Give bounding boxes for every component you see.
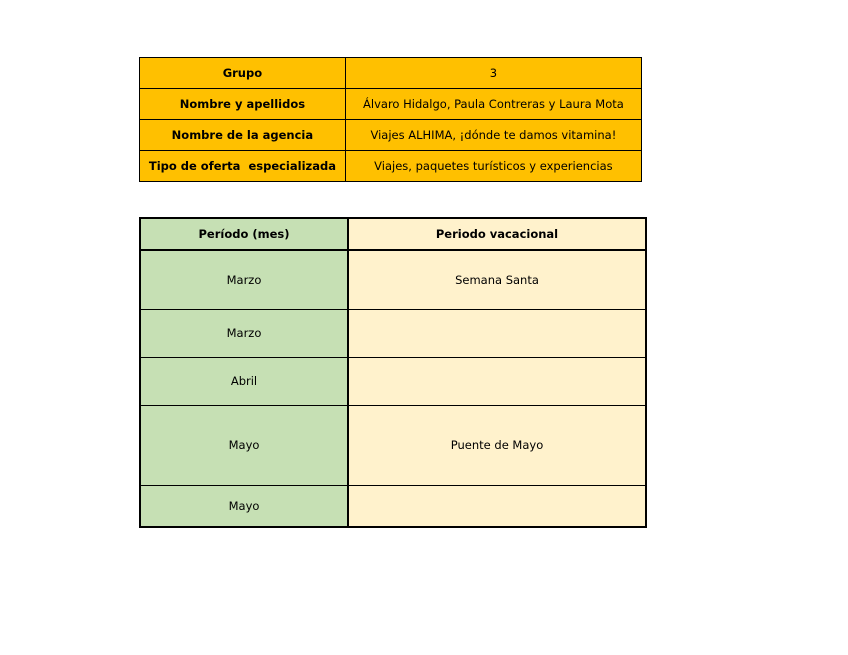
agency-value: Viajes ALHIMA, ¡dónde te damos vitamina! [345, 120, 641, 151]
table-row [140, 357, 646, 405]
period-column-header: Periodo vacacional [348, 218, 646, 250]
table-row [140, 309, 646, 357]
vacation-periods-table [139, 217, 647, 528]
group-value: 3 [345, 58, 641, 89]
offer-type-value: Viajes, paquetes turísticos y experiencias [345, 151, 641, 182]
info-row-offer-type [140, 151, 642, 182]
month-cell: Abril [140, 357, 348, 405]
month-cell: Mayo [140, 485, 348, 527]
month-cell: Marzo [140, 250, 348, 309]
agency-label: Nombre de la agencia [140, 120, 346, 151]
table-row [140, 405, 646, 485]
table-row [140, 485, 646, 527]
month-cell: Marzo [140, 309, 348, 357]
table-row [140, 250, 646, 309]
info-row-group [140, 58, 642, 89]
period-cell [348, 357, 646, 405]
vacation-table-header-row [140, 218, 646, 250]
period-cell: Puente de Mayo [348, 405, 646, 485]
period-cell [348, 485, 646, 527]
period-cell [348, 309, 646, 357]
info-row-names [140, 89, 642, 120]
month-column-header: Período (mes) [140, 218, 348, 250]
month-cell: Mayo [140, 405, 348, 485]
period-cell: Semana Santa [348, 250, 646, 309]
names-value: Álvaro Hidalgo, Paula Contreras y Laura Mota [345, 89, 641, 120]
group-info-table [139, 57, 642, 182]
info-row-agency [140, 120, 642, 151]
names-label: Nombre y apellidos [140, 89, 346, 120]
group-label: Grupo [140, 58, 346, 89]
offer-type-label: Tipo de oferta especializada [140, 151, 346, 182]
